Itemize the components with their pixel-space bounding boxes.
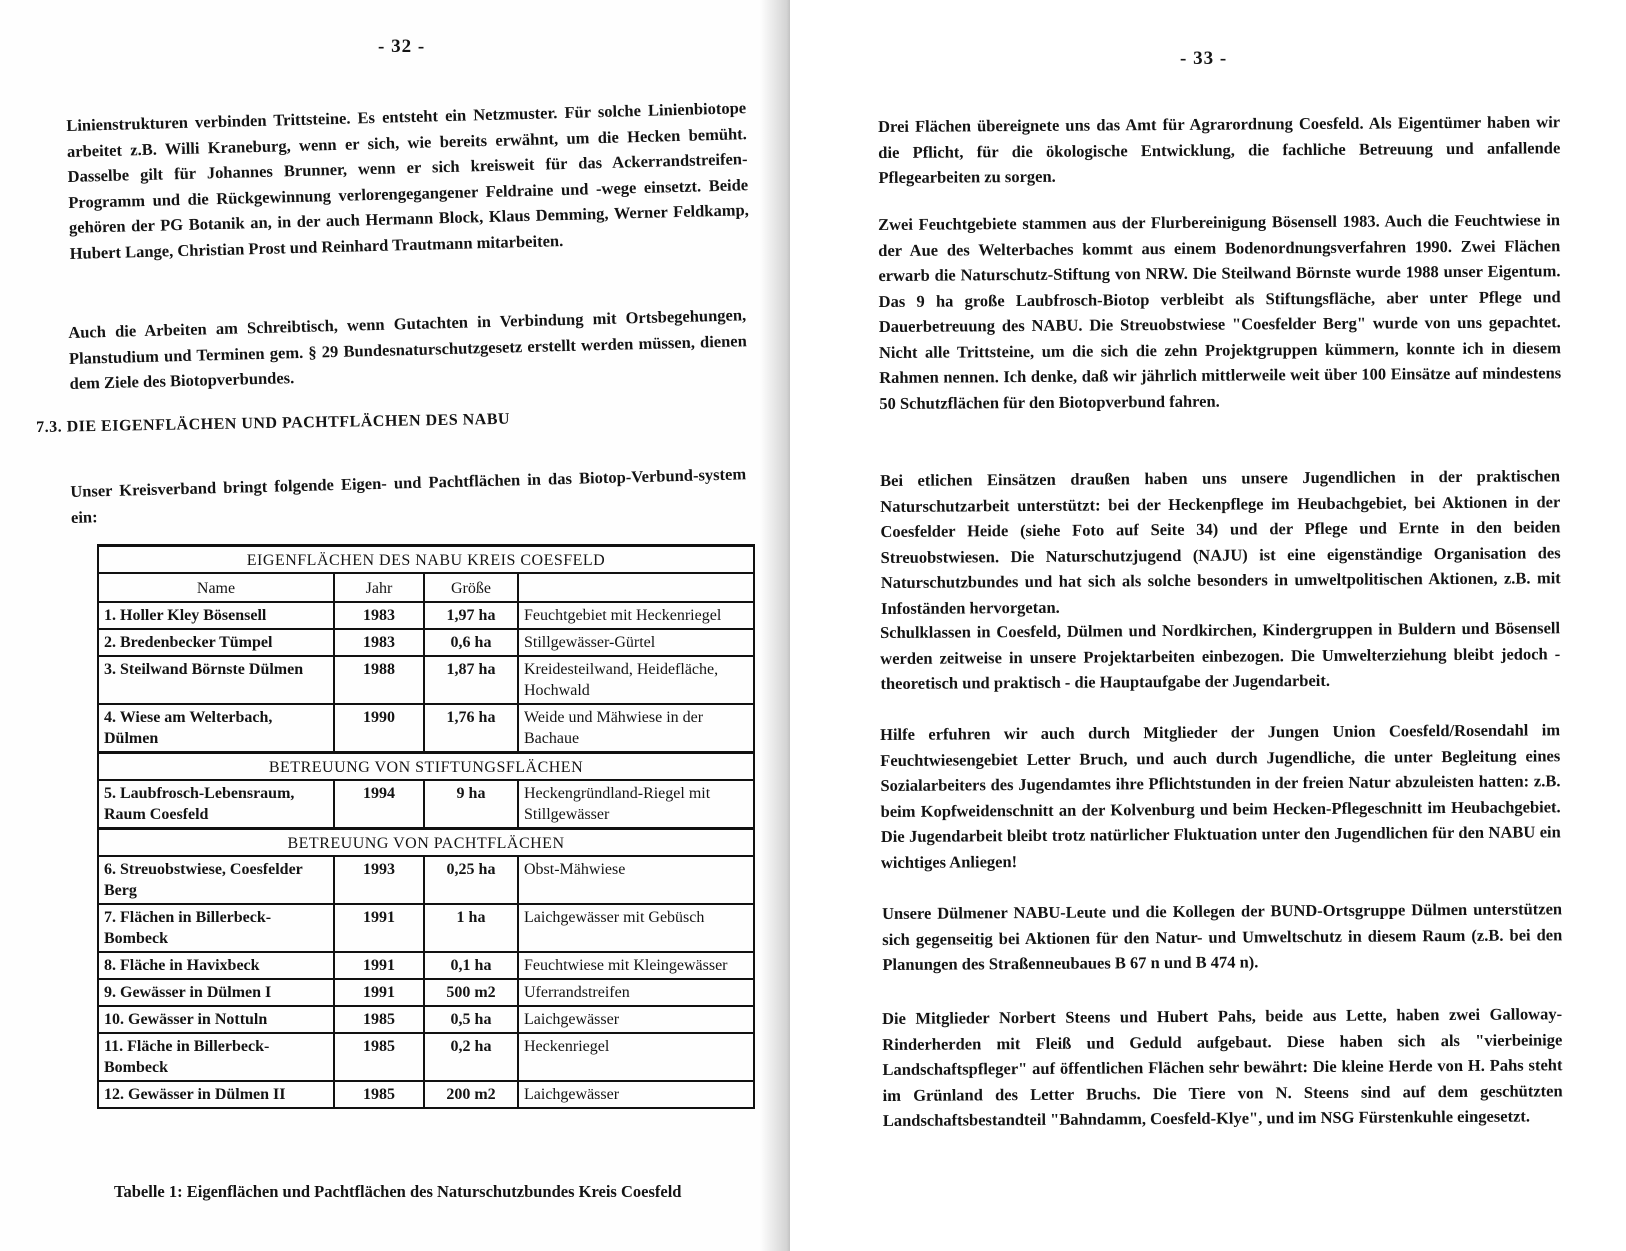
cell-description: Heckenriegel: [518, 1033, 754, 1081]
cell-year: 1993: [334, 856, 424, 904]
column-header: Größe: [424, 573, 518, 602]
table-row: [98, 780, 754, 829]
section-heading: 7.3. DIE EIGENFLÄCHEN UND PACHTFLÄCHEN DES NABU: [36, 410, 511, 436]
cell-size: 0,6 ha: [424, 629, 518, 656]
paragraph: Linienstrukturen verbinden Trittsteine. Es entsteht ein Netzmuster. Für solche Linienbiotope arbeitet z.B. Willi Kraneburg, wenn er sich, wie bereits erwähnt, um die Hecken bemüht. Dasselbe gilt für Johannes Brunner, wenn er sich kreisweit für das Ackerrandstreifen-Programm und die Rückgewinnung verlorengegangener Feldraine und -wege einsetzt. Beide gehören der PG Botanik an, in der auch Hermann Block, Klaus Demming, Werner Feldkamp, Hubert Lange, Christian Prost und Reinhard Trautmann mitarbeiten.: [66, 98, 750, 263]
section-title: BETREUUNG VON PACHTFLÄCHEN: [98, 829, 754, 857]
cell-year: 1985: [334, 1081, 424, 1108]
cell-description: Uferrandstreifen: [518, 979, 754, 1006]
table-row: [98, 979, 754, 1006]
paragraph: Unsere Dülmener NABU-Leute und die Kollegen der BUND-Ortsgruppe Dülmen unterstützen sich gegenseitig bei Aktionen für den Natur- und Umweltschutz in diesem Raum (z.B. bei den Planungen des Straßenneubaues B 67 n und B 474 n).: [882, 899, 1563, 974]
cell-name: 10. Gewässer in Nottuln: [98, 1006, 334, 1033]
cell-description: Weide und Mähwiese in der Bachaue: [518, 704, 754, 753]
cell-size: 1 ha: [424, 904, 518, 952]
cell-year: 1983: [334, 629, 424, 656]
cell-description: Obst-Mähwiese: [518, 856, 754, 904]
column-header: Name: [98, 573, 334, 602]
table-header-row: [98, 573, 754, 602]
page-number: - 33 -: [1180, 48, 1228, 69]
cell-year: 1991: [334, 979, 424, 1006]
cell-size: 0,2 ha: [424, 1033, 518, 1081]
right-page: [790, 0, 1626, 1251]
table-row: [98, 856, 754, 904]
cell-year: 1991: [334, 904, 424, 952]
table-section-row: [98, 829, 754, 857]
paragraph: Zwei Feuchtgebiete stammen aus der Flurbereinigung Bösensell 1983. Auch die Feuchtwiese in der Aue des Welterbaches kommt aus einem Bodenordnungsverfahren 1990. Zwei Flächen erwarb die Naturschutz-Stiftung von NRW. Die Steilwand Börnste wurde 1988 unser Eigentum. Das 9 ha große Laubfrosch-Biotop verbleibt als Stiftungsfläche, aber unter Pflege und Dauerbetreuung des NABU. Die Streuobstwiese "Coesfelder Berg" wurde von uns gepachtet. Nicht alle Trittsteine, um die sich die zehn Projektgruppen kümmern, konnte ich in diesem Rahmen nennen. Ich denke, daß wir jährlich mittlerweile weit über 100 Einsätze auf mindestens 50 Schutzflächen für den Biotopverbund fahren.: [878, 210, 1562, 413]
table-caption: Tabelle 1: Eigenflächen und Pachtflächen des Naturschutzbundes Kreis Coesfeld: [114, 1182, 682, 1201]
cell-name: 12. Gewässer in Dülmen II: [98, 1081, 334, 1108]
cell-year: 1994: [334, 780, 424, 829]
cell-size: 0,1 ha: [424, 952, 518, 979]
paragraph: Hilfe erfuhren wir auch durch Mitglieder der Jungen Union Coesfeld/Rosendahl im Feuchtwiesengebiet Letter Bruch, und auch durch Jugendliche, die unter Begleitung eines Sozialarbeiters des Jugendamtes ihre Pflichtstunden in der freien Natur abzuleisten hatten: z.B. beim Kopfweidenschnitt an der Kolvenburg und beim Hecken-Pflegeschnitt im Heubachgebiet. Die Jugendarbeit bleibt trotz natürlicher Fluktuation unter den Jugendlichen für den NABU ein wichtiges Anliegen!: [880, 720, 1561, 872]
table-row: [98, 952, 754, 979]
paragraph: Schulklassen in Coesfeld, Dülmen und Nordkirchen, Kindergruppen in Buldern und Bösensell werden zeitweise in unsere Projektarbeiten einbezogen. Die Umwelterziehung bleibt jedoch - theoretisch und praktisch - die Hauptaufgabe der Jugendarbeit.: [880, 618, 1561, 693]
cell-year: 1990: [334, 704, 424, 753]
cell-description: Heckengründland-Riegel mit Stillgewässer: [518, 780, 754, 829]
cell-description: Feuchtwiese mit Kleingewässer: [518, 952, 754, 979]
cell-size: 1,87 ha: [424, 656, 518, 704]
cell-name: 11. Fläche in Billerbeck-Bombeck: [98, 1033, 334, 1081]
cell-size: 0,5 ha: [424, 1006, 518, 1033]
cell-year: 1985: [334, 1006, 424, 1033]
table-row: [98, 904, 754, 952]
table-row: [98, 1033, 754, 1081]
cell-name: 8. Fläche in Havixbeck: [98, 952, 334, 979]
table-row: [98, 629, 754, 656]
cell-name: 1. Holler Kley Bösensell: [98, 602, 334, 629]
table-title: EIGENFLÄCHEN DES NABU KREIS COESFELD: [98, 546, 754, 574]
area-table: [97, 544, 753, 1109]
column-header: Jahr: [334, 573, 424, 602]
cell-year: 1983: [334, 602, 424, 629]
cell-size: 9 ha: [424, 780, 518, 829]
table-row: [98, 704, 754, 753]
cell-size: 500 m2: [424, 979, 518, 1006]
paragraph: Die Mitglieder Norbert Steens und Hubert Pahs, beide aus Lette, haben zwei Galloway-Rinderherden mit Fleiß und Geduld aufgebaut. Diese haben sich als "vierbeinige Landschaftspfleger" auf öffentlichen Flächen sehr bewährt: Die kleine Herde von H. Pahs steht im Grünland des Letter Bruchs. Die Tiere von N. Steens sind auf dem geschützten Landschaftsbestandteil "Bahndamm, Coesfeld-Klye", und im NSG Fürstenkuhle eingesetzt.: [882, 1004, 1563, 1130]
cell-size: 1,97 ha: [424, 602, 518, 629]
paragraph: Unser Kreisverband bringt folgende Eigen- und Pachtflächen in das Biotop-Verbund-system ein:: [70, 464, 747, 527]
column-header: [518, 573, 754, 602]
cell-name: 5. Laubfrosch-Lebensraum, Raum Coesfeld: [98, 780, 334, 829]
table-title-row: [98, 546, 754, 574]
cell-name: 9. Gewässer in Dülmen I: [98, 979, 334, 1006]
cell-description: Laichgewässer: [518, 1006, 754, 1033]
cell-description: Laichgewässer mit Gebüsch: [518, 904, 754, 952]
cell-year: 1988: [334, 656, 424, 704]
table-row: [98, 656, 754, 704]
cell-name: 4. Wiese am Welterbach, Dülmen: [98, 704, 334, 753]
cell-size: 200 m2: [424, 1081, 518, 1108]
cell-description: Laichgewässer: [518, 1081, 754, 1108]
table-row: [98, 602, 754, 629]
paragraph: Drei Flächen übereignete uns das Amt für Agrarordnung Coesfeld. Als Eigentümer haben wir die Pflicht, für die ökologische Entwicklung, die fachliche Betreuung und anfallende Pflegearbeiten zu sorgen.: [878, 112, 1561, 187]
paragraph: Bei etlichen Einsätzen draußen haben uns unsere Jugendlichen in der praktischen Naturschutzarbeit unterstützt: bei der Heckenpflege im Heubachgebiet, bei Aktionen in der Coesfelder Heide (siehe Foto auf Seite 34) und der Pflege und Ernte in den beiden Streuobstwiesen. Die Naturschutzjugend (NAJU) ist eine eigenständige Organisation des Naturschutzbundes und hat sich als solche besonders in umweltpolitischen Aktionen, z.B. mit Infoständen hervorgetan.: [880, 466, 1561, 618]
section-title: BETREUUNG VON STIFTUNGSFLÄCHEN: [98, 753, 754, 781]
cell-description: Kreidesteilwand, Heidefläche, Hochwald: [518, 656, 754, 704]
table-row: [98, 1006, 754, 1033]
cell-description: Feuchtgebiet mit Heckenriegel: [518, 602, 754, 629]
left-page: [0, 0, 790, 1251]
cell-year: 1991: [334, 952, 424, 979]
table-row: [98, 1081, 754, 1108]
paragraph: Auch die Arbeiten am Schreibtisch, wenn Gutachten in Verbindung mit Ortsbegehungen, Planstudium und Terminen gem. § 29 Bundesnaturschutzgesetz erstellt werden müssen, dienen dem Ziele des Biotopverbundes.: [68, 305, 748, 393]
cell-name: 6. Streuobstwiese, Coesfelder Berg: [98, 856, 334, 904]
cell-name: 7. Flächen in Billerbeck-Bombeck: [98, 904, 334, 952]
table-section-row: [98, 753, 754, 781]
cell-size: 1,76 ha: [424, 704, 518, 753]
cell-year: 1985: [334, 1033, 424, 1081]
cell-name: 2. Bredenbecker Tümpel: [98, 629, 334, 656]
page-number: - 32 -: [378, 36, 426, 57]
cell-name: 3. Steilwand Börnste Dülmen: [98, 656, 334, 704]
properties-table: [97, 544, 755, 1109]
cell-description: Stillgewässer-Gürtel: [518, 629, 754, 656]
cell-size: 0,25 ha: [424, 856, 518, 904]
